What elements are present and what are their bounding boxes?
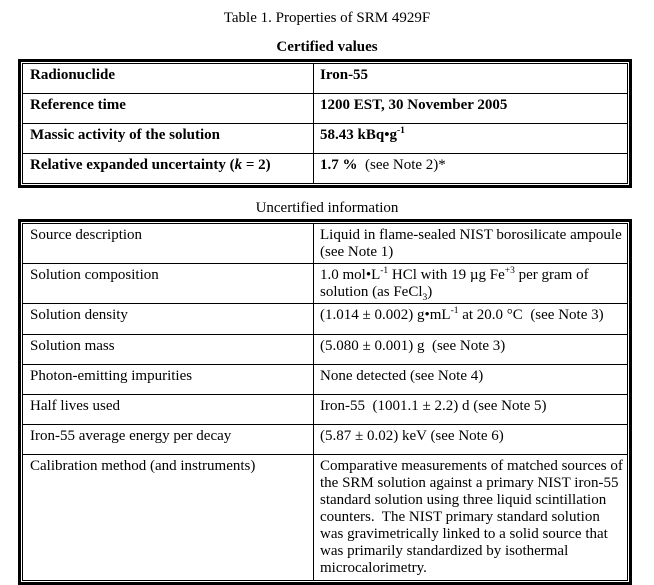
row-label: Solution density <box>23 304 314 335</box>
row-value: 1.0 $mol•L^{-1}$ HCl with 19 µg $Fe^{+3}$ per gram of solution (as FeCl$_3$) <box>314 264 628 304</box>
row-value: 1.7 % (see Note 2)* <box>314 154 628 184</box>
table-row <box>23 94 628 124</box>
table-row <box>23 455 628 581</box>
row-label: Radionuclide <box>23 64 314 94</box>
row-value: Iron-55 (1001.1 ± 2.2) d (see Note 5) <box>314 395 628 425</box>
row-value: (5.080 ± 0.001) g (see Note 3) <box>314 335 628 365</box>
table-row <box>23 304 628 335</box>
row-label: Source description <box>23 224 314 264</box>
table-row <box>23 124 628 154</box>
row-label: Half lives used <box>23 395 314 425</box>
table-row <box>23 154 628 184</box>
row-value: Iron-55 <box>314 64 628 94</box>
uncertified-information-heading: Uncertified information <box>255 200 399 216</box>
row-label: Calibration method (and instruments) <box>23 455 314 581</box>
table-row <box>23 395 628 425</box>
row-value: Comparative measurements of matched sources of the SRM solution against a primary NIST iron-55 standard solution using three liquid scintillation counters. The NIST primary standard solution was gravimetrically linked to a solid source that was primarily standardized by isothermal microcalorimetry. <box>314 455 628 581</box>
row-label: Relative expanded uncertainty (k = 2) <box>23 154 314 184</box>
row-label: Massic activity of the solution <box>23 124 314 154</box>
row-value: None detected (see Note 4) <box>314 365 628 395</box>
table-row <box>23 365 628 395</box>
row-label: Iron-55 average energy per decay <box>23 425 314 455</box>
table-row <box>23 335 628 365</box>
row-value: 58.43 $kBq•g^{-1}$ <box>314 124 628 154</box>
certified-values-table <box>18 59 632 188</box>
table-row <box>23 224 628 264</box>
row-label: Solution composition <box>23 264 314 304</box>
row-value: Liquid in flame-sealed NIST borosilicate ampoule (see Note 1) <box>314 224 628 264</box>
row-value: (1.014 ± 0.002) $g•mL^{-1}$ at 20.0 °C (see Note 3) <box>314 304 628 335</box>
row-value: (5.87 ± 0.02) keV (see Note 6) <box>314 425 628 455</box>
row-label: Photon-emitting impurities <box>23 365 314 395</box>
page-title: Table 1. Properties of SRM 4929F <box>223 10 431 26</box>
uncertified-information-table <box>18 219 632 585</box>
row-label: Solution mass <box>23 335 314 365</box>
row-value: 1200 EST, 30 November 2005 <box>314 94 628 124</box>
row-label: Reference time <box>23 94 314 124</box>
table-row <box>23 64 628 94</box>
certified-values-heading: Certified values <box>276 39 378 55</box>
table-row <box>23 264 628 304</box>
table-row <box>23 425 628 455</box>
